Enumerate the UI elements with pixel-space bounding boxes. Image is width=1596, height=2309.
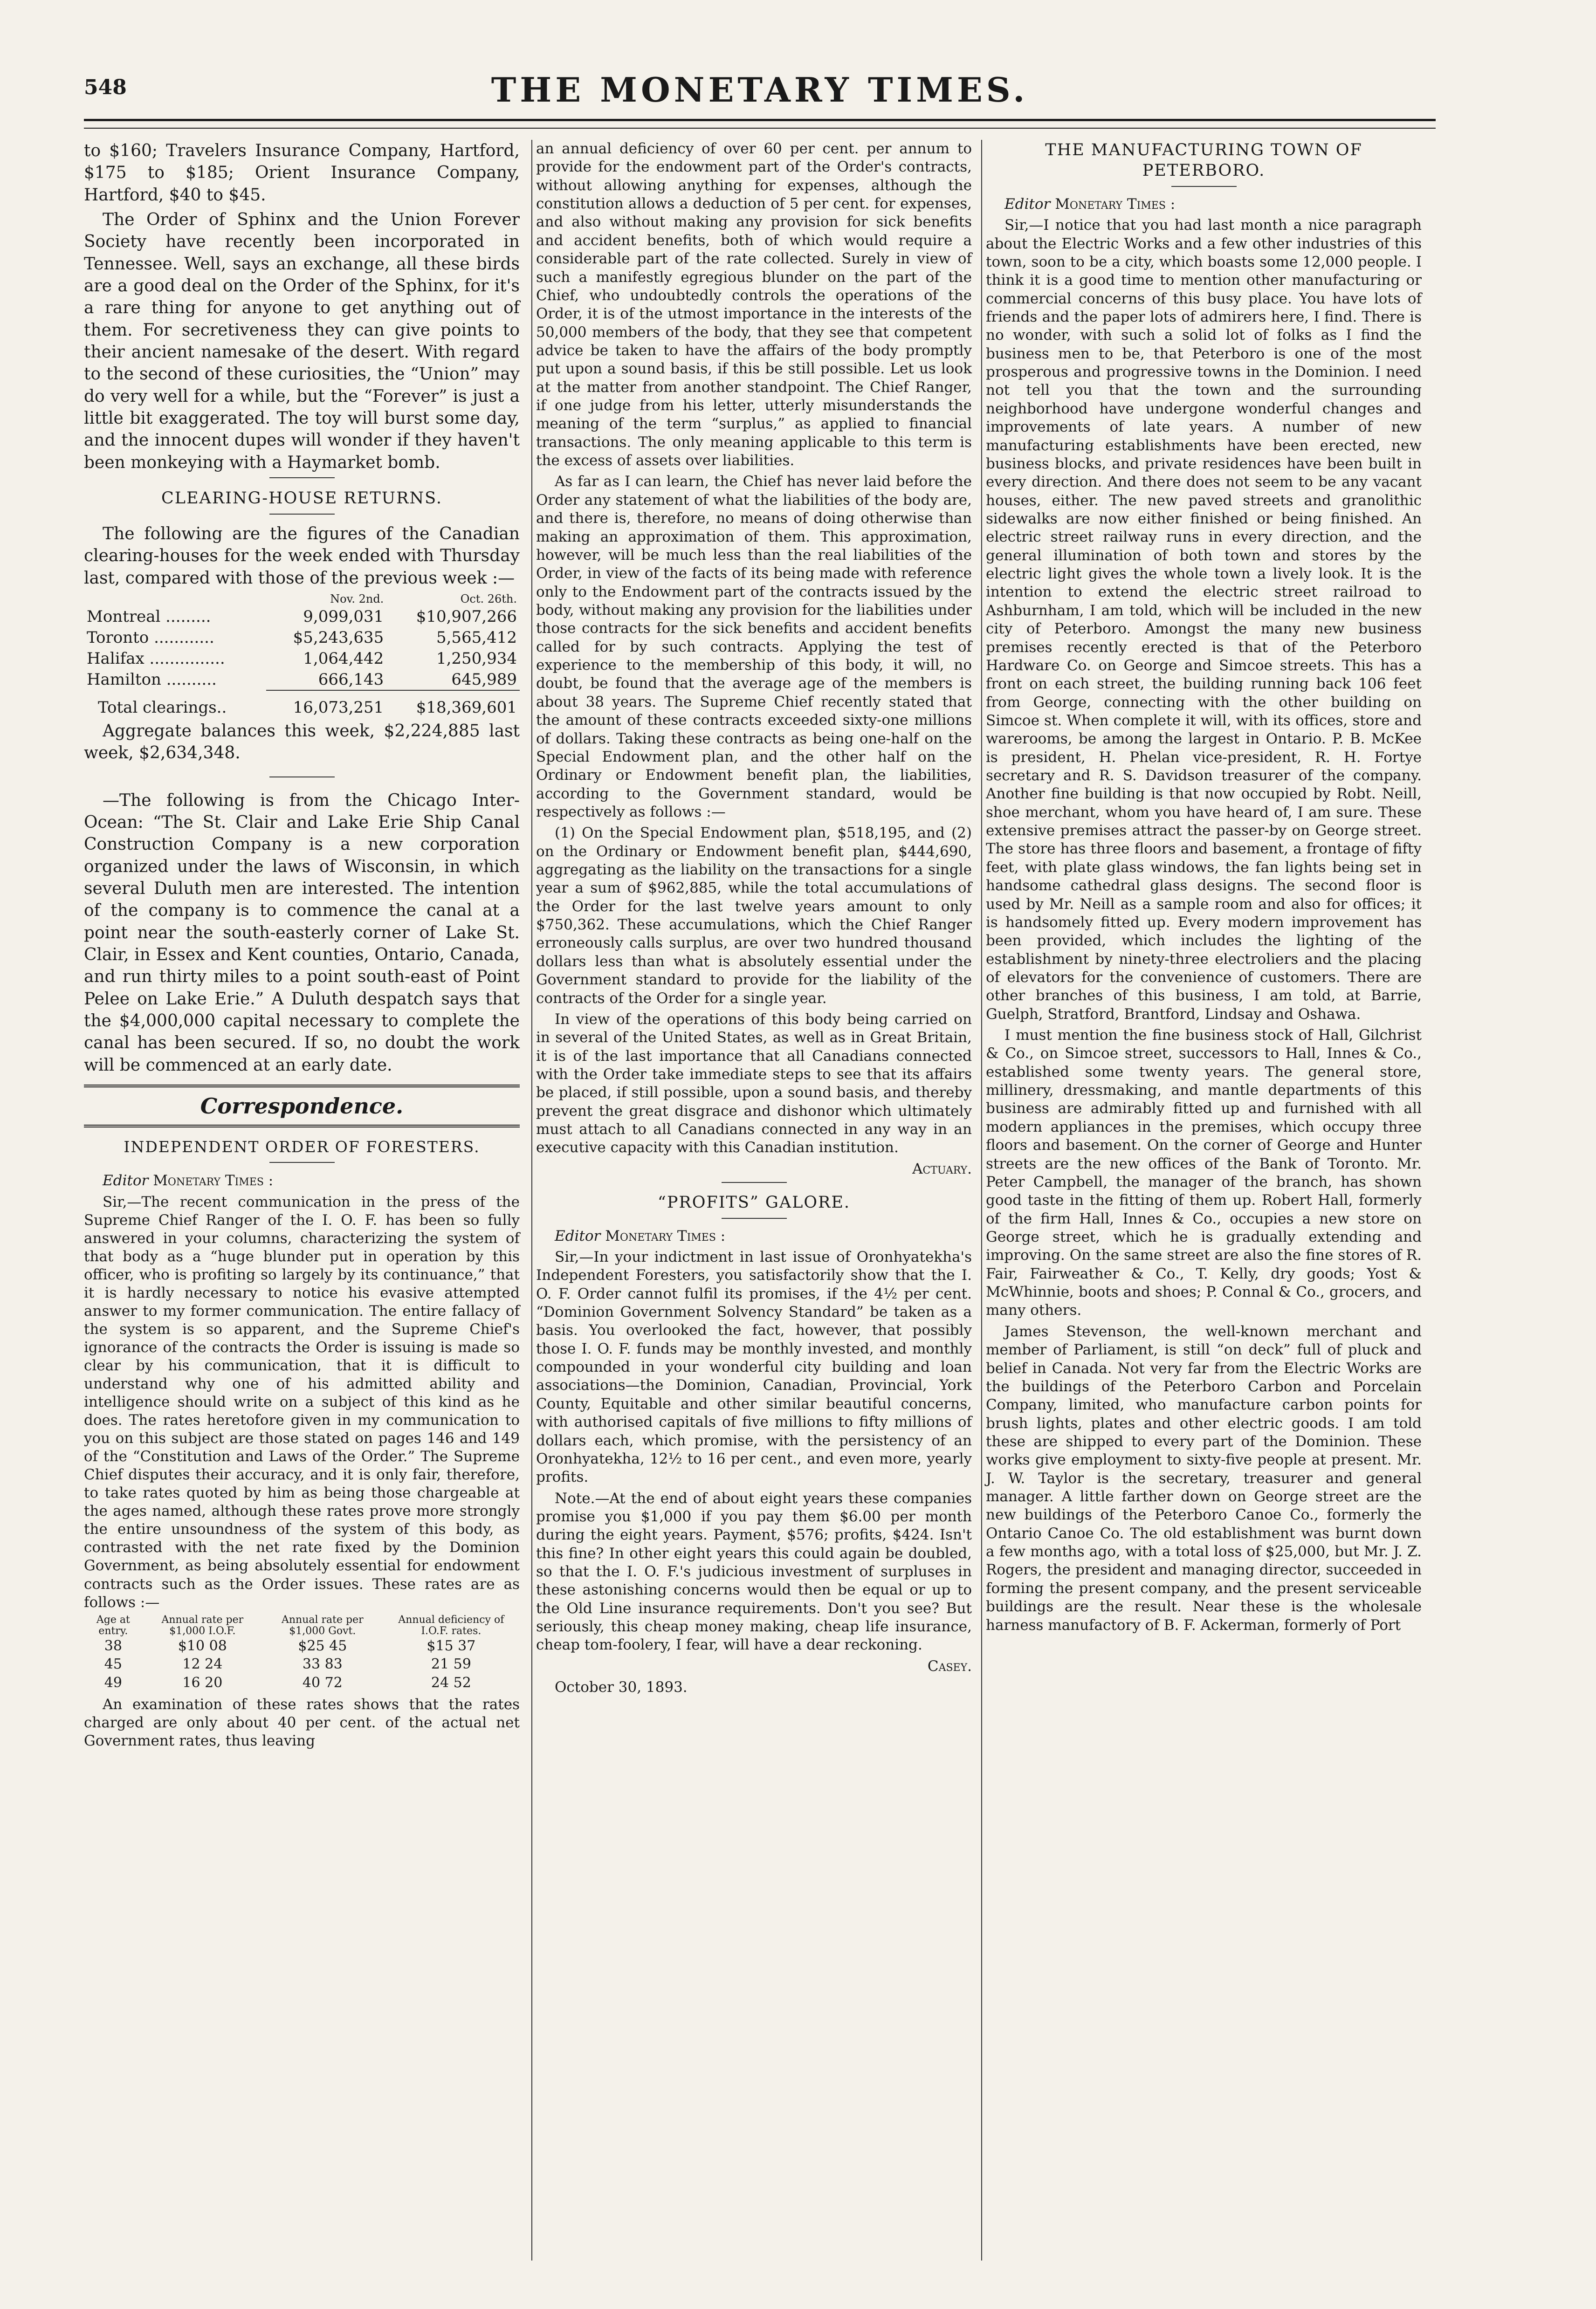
value-cell: $10,907,266: [416, 607, 517, 626]
clearing-heading: CLEARING-HOUSE RETURNS.: [161, 488, 443, 508]
table-cell: 45: [104, 1656, 122, 1673]
paragraph: Sir,—The recent communication in the press of the Supreme Chief Ranger of the I. O. F. has been so fully answered in your columns, characterizing the system of that body as a “huge blunder put in operation by this officer, who is profiting so largely by its continuance,” that it is hardly necessary to notice his evasive attempted answer to my former communication. The entire fallacy of the system is so apparent, and the Supreme Chief's ignorance of the contracts the Order is issuing is made so clear by his communication, that it is difficult to understand why one of his admitted ability and intelligence should write on a subject of this kind as he does. The rates heretofore given in my communication to you on this subject are those stated on pages 146 and 149 of the “Constitution and Laws of the Order.” The Supreme Chief disputes their accuracy, and it is only fair, therefore, to take rates quoted by him as being those chargeable at the ages named, although these rates prove more strongly the entire unsoundness of the system of this body, as contrasted with the net rate fixed by the Dominion Government, as being absolutely essential for endowment contracts such as the Order issues. These rates are as follows :—: [84, 1193, 520, 1611]
table-cell: 24 52: [431, 1674, 471, 1691]
value-cell: 1,250,934: [436, 649, 517, 668]
iof-heading: INDEPENDENT ORDER OF FORESTERS.: [124, 1138, 480, 1156]
correspondence-heading: Correspondence.: [200, 1093, 404, 1119]
paragraph: to $160; Travelers Insurance Company, Hartford, $175 to $185; Orient Insurance Company, Hartford, $40 to $45.: [84, 141, 520, 205]
column-header: Annual rate per $1,000 I.O.F.: [161, 1614, 244, 1637]
total-value: 16,073,251: [293, 698, 384, 717]
value-cell: 9,099,031: [303, 607, 384, 626]
paragraph: In view of the operations of this body being carried on in several of the United States, as well as in Great Britain, it is of the last importance that all Canadians connected with the Order take immediate steps to see that its affairs be placed, if still possible, upon a sound basis, and thereby prevent the great disgrace and dishonor which ultimately must attach to all Canadians connected in any way in an executive capacity with this Canadian institution.: [536, 1010, 972, 1156]
section-rule: [269, 1162, 335, 1163]
total-value: $18,369,601: [416, 698, 517, 717]
column-3: [986, 140, 1422, 1637]
paragraph: (1) On the Special Endowment plan, $518,195, and (2) on the Ordinary or Endowment benefit plan, $444,690, aggregating as the liability on the transactions for a single year a sum of $962,885, while the total accumulations of the Order for the last twelve years amount to only $750,362. These accumulations, which the Chief Ranger erroneously calls surplus, are over two hundred thousand dollars less than what is absolutely essential under the Government standard to provide for the liability of the contracts of the Order for a single year.: [536, 825, 972, 1007]
value-cell: 645,989: [386, 669, 520, 691]
paragraph: Sir,—I notice that you had last month a nice paragraph about the Electric Works and a few other industries of this town, soon to be a city, which boasts some 12,000 people. I think it is a good time to mention other manufacturing or commercial concerns of this busy place. You have lots of friends and the paper lots of admirers here, I find. There is no wonder, with such a solid lot of folks as I find the business men to be, that Peterboro is one of the most prosperous and progressive towns in the Dominion. I need not tell you that the town and the surrounding neighborhood have undergone wonderful changes and improvements of late years. A number of new manufacturing establishments have been erected, new business blocks, and private residences have been built in every direction. And there does not seem to be any vacant houses, either. The new paved streets and granolithic sidewalks are now either finished or being finished. An electric street railway runs in every direction, and the general illumination of both town and stores by the electric light gives the whole town a lively look. It is the intention to extend the electric street railroad to Ashburnham, I am told, which will be included in the new city of Peterboro. Amongst the many new business premises recently erected is that of the Peterboro Hardware Co. on George and Simcoe streets. This has a front on each street, the building running back 106 feet from George, connecting with the other building on Simcoe st. When complete it will, with its offices, store and warerooms, be among the largest in Ontario. P. B. McKee is president, H. Phelan vice-president, R. H. Fortye secretary and R. S. Davidson treasurer of the company. Another fine building is that now occupied by Robt. Neill, shoe merchant, whom you have heard of, I am sure. These extensive premises attract the passer-by on George street. The store has three floors and basement, a frontage of fifty feet, with plate glass windows, the fan lights being set in handsome cathedral glass designs. The second floor is used by Mr. Neill as a sample room and also for offices; it is handsomely fitted up. Every modern improvement has been provided, which includes the lighting of the establishment by ninety-three electroliers and the placing of elevators for the convenience of customers. There are other branches of this business, I am told, at Barrie, Guelph, Stratford, Brantford, Lindsay and Oshawa.: [986, 217, 1422, 1023]
paragraph: Sir,—In your indictment in last issue of Oronhyatekha's Independent Foresters, you satisfactorily show that the I. O. F. Order cannot fulfil its promises, if the 4½ per cent. “Dominion Government Solvency Standard” be taken as a basis. You overlooked the fact, however, that possibly those I. O. F. funds may be monthly invested, and monthly compounded in your wonderful city building and loan associations—the Dominion, Canadian, Provincial, York County, Equitable and other similar beautiful concerns, with authorised capitals of five millions to fifty millions of dollars each, which promise, with the persistency of an Oronhyatekha, 12½ to 16 per cent., and even more, yearly profits.: [536, 1248, 972, 1486]
clearing-table: [84, 592, 520, 718]
editor-address: [986, 195, 1422, 213]
table-cell: 49: [104, 1674, 122, 1691]
table-header-row: [84, 1615, 520, 1637]
city-cell: Montreal .........: [87, 607, 211, 626]
editor-label: Editor: [1004, 195, 1051, 213]
peterboro-heading: THE MANUFACTURING TOWN OF PETERBORO.: [1045, 141, 1362, 180]
table-row: [84, 627, 520, 648]
column-header: Annual rate per $1,000 Govt.: [282, 1614, 364, 1637]
table-row: [84, 1637, 520, 1655]
table-header-row: [84, 592, 520, 607]
table-row: [84, 648, 520, 669]
masthead: [84, 70, 1436, 112]
city-cell: Toronto ............: [87, 628, 214, 647]
paragraph: an annual deficiency of over 60 per cent. per annum to provide for the endowment part of the Order's contracts, without allowing anything for expenses, although the constitution allows a deduction of 5 per cent. for expenses, and also without making any provision for sick benefits and accident benefits, both of which would require a considerable part of the rate collected. Surely in view of such a manifestly egregious blunder on the part of the Chief, who undoubtedly controls the operations of the Order, it is of the utmost importance in the interests of the 50,000 members of the body, that they see that competent advice be taken to have the affairs of the body promptly put upon a sound basis, if this be still possible. Let us look at the matter from another standpoint. The Chief Ranger, if one judge from his letter, utterly misunderstands the meaning of the term “surplus,” as applied to financial transactions. The only meaning applicable to this term is the excess of assets over liabilities.: [536, 140, 972, 469]
signature: Actuary.: [912, 1160, 972, 1177]
section-rule: [722, 1182, 787, 1183]
column-header: Nov. 2nd.: [330, 592, 384, 605]
paragraph: As far as I can learn, the Chief has never laid before the Order any statement of what the liabilities of the body are, and there is, therefore, no means of doing otherwise than making an approximation of them. This approximation, however, will be much less than the real liabilities of the Order, in view of the facts of its being made with reference only to the Endowment part of the contracts issued by the body, without making any provision for the liabilities under those contracts for the sick benefits and accident benefits called for by such contracts. Applying the test of experience to the membership of this body, it will, no doubt, be found that the average age of the members is about 38 years. The Supreme Chief recently stated that the amount of these contracts exceeded sixty-one millions of dollars. Taking these contracts as being one-half on the Special Endowment plan, and the other half on the Ordinary or Endowment benefit plan, the liabilities, according to the Government standard, would be respectively as follows :—: [536, 473, 972, 820]
table-cell: 12 24: [182, 1656, 223, 1673]
column-1: [84, 140, 520, 1753]
column-header: Oct. 26th.: [460, 592, 517, 605]
column-header: Annual deficiency of I.O.F. rates.: [398, 1614, 504, 1637]
table-row: [84, 1674, 520, 1692]
section-rule: [269, 477, 335, 478]
editor-paper: Monetary Times :: [1055, 195, 1176, 213]
table-cell: $25 45: [298, 1637, 347, 1654]
table-cell: 21 59: [431, 1656, 471, 1673]
paragraph: —The following is from the Chicago Inter-Ocean: “The St. Clair and Lake Erie Ship Canal Construction Company is a new corporation organized under the laws of Wisconsin, in which several Duluth men are interested. The intention of the company is to commence the canal at a point near the south-easterly corner of Lake St. Clair, in Essex and Kent counties, Ontario, Canada, and run thirty miles to a point south-east of Point Pelee on Lake Erie.” A Duluth despatch says that the $4,000,000 capital necessary to complete the canal has been secured. If so, no doubt the work will be commenced at an early date.: [84, 790, 520, 1075]
editor-paper: Monetary Times :: [153, 1172, 274, 1189]
letter-date: October 30, 1893.: [555, 1679, 688, 1696]
editor-address: [84, 1171, 520, 1190]
table-row: [84, 1655, 520, 1673]
editor-address: [536, 1227, 972, 1245]
table-cell: 16 20: [182, 1674, 223, 1691]
total-label: Total clearings..: [98, 698, 227, 717]
value-cell: $5,243,635: [293, 628, 384, 647]
table-cell: $15 37: [427, 1637, 476, 1654]
editor-label: Editor: [555, 1227, 601, 1244]
column-divider: [981, 140, 982, 2261]
paragraph: An examination of these rates shows that the rates charged are only about 40 per cent. of the actual net Government rates, thus leaving: [84, 1696, 520, 1750]
column-2: [536, 140, 972, 1700]
page-number: 548: [84, 76, 127, 99]
profits-heading: “PROFITS” GALORE.: [657, 1193, 851, 1212]
table-row: [84, 606, 520, 627]
city-cell: Halifax ...............: [87, 649, 225, 668]
section-rule: [1171, 186, 1237, 187]
signature: Casey.: [927, 1657, 972, 1675]
table-cell: $10 08: [178, 1637, 227, 1654]
value-cell: 666,143: [266, 669, 387, 691]
paragraph: I must mention the fine business stock of Hall, Gilchrist & Co., on Simcoe street, successors to Hall, Innes & Co., established some twenty years. The general store, millinery, dressmaking, and mantle departments of this business are admirably fitted up and furnished with all modern appliances in the premises, which occupy three floors and basement. On the corner of George and Hunter streets are the new offices of the Bank of Toronto. Mr. Peter Campbell, the manager of the branch, has shown good taste in the fitting of them up. Robert Hall, formerly of the firm Hall, Innes & Co., occupies a new store on George street, which he is gradually extending and improving. On the same street are also the fine stores of R. Fair, Fairweather & Co., T. Kelly, dry goods; Yost & McWhinnie, boots and shoes; P. Connal & Co., grocers, and many others.: [986, 1027, 1422, 1319]
paragraph: The Order of Sphinx and the Union Forever Society have recently been incorporated in Tennessee. Well, says an exchange, all these birds are a good deal on the Order of the Sphinx, for it's a rare thing for anyone to get anything out of them. For secretiveness they can give points to their ancient namesake of the desert. With regard to the second of these curiosities, the “Union” may do very well for a while, but the “Forever” is just a little bit exaggerated. The toy will burst some day, and the innocent dupes will wonder if they haven't been monkeying with a Haymarket bomb.: [84, 210, 520, 472]
table-total-row: [84, 690, 520, 718]
table-row: [84, 669, 520, 691]
table-cell: 40 72: [302, 1674, 343, 1691]
column-header: Age at entry.: [96, 1614, 130, 1637]
editor-paper: Monetary Times :: [605, 1227, 726, 1244]
rates-table: [84, 1615, 520, 1692]
paragraph: The following are the figures of the Canadian clearing-houses for the week ended with Thursday last, compared with those of the previous week :—: [84, 524, 520, 588]
section-rule: [269, 514, 335, 515]
value-cell: 5,565,412: [436, 628, 517, 647]
section-rule: [84, 1125, 520, 1127]
masthead-rule: [84, 119, 1436, 129]
paragraph: Note.—At the end of about eight years these companies promise you $1,000 if you pay them $6.00 per month during the eight years. Payment, $576; profits, $424. Isn't this fine? In other eight years this could again be doubled, so that the I. O. F.'s judicious investment of surpluses in these astonishing concerns would then be equal or up to the Old Line insurance requirements. Don't you see? But seriously, this cheap money making, cheap life insurance, cheap tom-foolery, I fear, will have a dear reckoning.: [536, 1490, 972, 1654]
section-rule: [722, 1218, 787, 1219]
table-cell: 33 83: [302, 1656, 343, 1673]
section-rule: [84, 1085, 520, 1087]
paper-title: THE MONETARY TIMES.: [491, 70, 1029, 110]
paragraph: James Stevenson, the well-known merchant and member of Parliament, is still “on deck” full of pluck and belief in Canada. Not very far from the Electric Works are the buildings of the Peterboro Carbon and Porcelain Company, limited, who manufacture carbon points for brush lights, plates and other electric goods. I am told these are shipped to every part of the Dominion. These works give employment to sixty-five people at present. Mr. J. W. Taylor is the secretary, treasurer and general manager. A little farther down on George street are the new buildings of the Peterboro Canoe Co., formerly the Ontario Canoe Co. The old establishment was burnt down a few months ago, with a total loss of $25,000, but Mr. J. Z. Rogers, the president and managing director, succeeded in forming the present company, and the present serviceable buildings are the result. Near these is the wholesale harness manufactory of B. F. Ackerman, formerly of Port: [986, 1323, 1422, 1634]
editor-label: Editor: [103, 1172, 149, 1189]
table-cell: 38: [104, 1637, 122, 1654]
city-cell: Hamilton ..........: [87, 670, 217, 689]
column-divider: [531, 140, 532, 2261]
paragraph: Aggregate balances this week, $2,224,885 last week, $2,634,348.: [84, 721, 520, 763]
value-cell: 1,064,442: [303, 649, 384, 668]
